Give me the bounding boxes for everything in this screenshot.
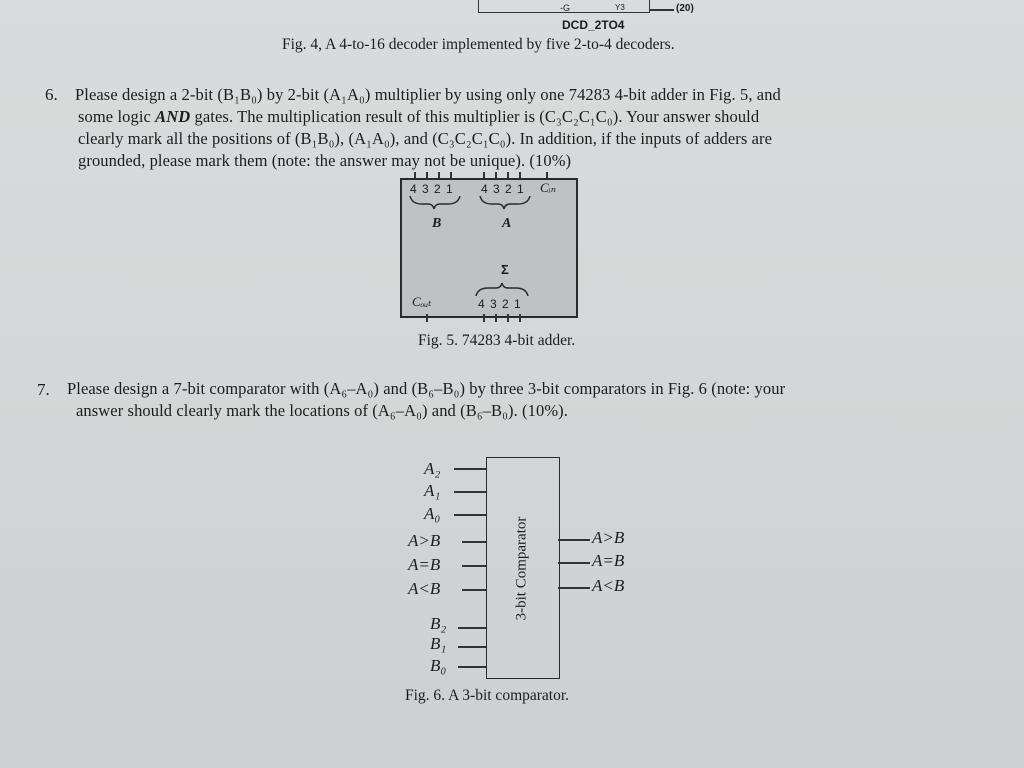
fig6-input-a2: A₂ xyxy=(424,459,441,478)
fig5-sum-pins: 4 3 2 1 xyxy=(478,297,522,311)
fig6-input-b0: B₀ xyxy=(430,656,447,675)
q6-line2-pre: some logic xyxy=(78,107,156,126)
q6-and-keyword: AND xyxy=(155,107,191,126)
fig6-caption: Fig. 6. A 3-bit comparator. xyxy=(405,687,570,704)
fig6-output-altb: A<B xyxy=(592,576,625,595)
q6-number: 6. xyxy=(45,85,58,104)
fig4-label-y3: Y3 xyxy=(615,3,625,12)
fig5-adder xyxy=(400,178,578,318)
fig6-output-agtb: A>B xyxy=(592,528,625,547)
fig6-comparator xyxy=(400,450,660,682)
fig6-input-aeqb: A=B xyxy=(408,555,441,574)
fig4-output-line xyxy=(650,9,674,11)
q7-number: 7. xyxy=(37,380,50,399)
q7-line2: answer should clearly mark the locations of (A₆–A₀) and (B₆–B₀). (10%). xyxy=(76,401,568,420)
fig6-input-b2: B₂ xyxy=(430,614,447,633)
fig6-output-aeqb: A=B xyxy=(592,551,625,570)
fig5-cout: Cₒᵤₜ xyxy=(412,294,432,309)
fig5-cin: Cᵢₙ xyxy=(540,180,556,195)
fig4-label-20: (20) xyxy=(676,3,694,14)
fig6-input-altb: A<B xyxy=(408,579,441,598)
fig6-input-a1: A₁ xyxy=(424,481,441,500)
q6-line3: clearly mark all the positions of (B₁B₀), (A₁A₀), and (C₃C₂C₁C₀). In addition, if the inputs of adders are xyxy=(78,129,773,148)
fig5-b-pins: 4 3 2 1 xyxy=(410,182,454,196)
q6-line2-post: gates. The multiplication result of this multiplier is (C₃C₂C₁C₀). Your answer should xyxy=(190,107,760,126)
fig6-block-label: 3-bit Comparator xyxy=(513,516,530,621)
fig5-a-pins: 4 3 2 1 xyxy=(481,182,525,196)
fig4-block-name: DCD_2TO4 xyxy=(562,18,625,32)
fig5-caption: Fig. 5. 74283 4-bit adder. xyxy=(418,332,576,349)
fig5-a-label: A xyxy=(502,216,512,231)
fig6-input-agtb: A>B xyxy=(408,531,441,550)
fig4-label-g: -G xyxy=(560,3,570,13)
q7-text xyxy=(67,378,967,422)
fig5-b-label: B xyxy=(432,216,442,231)
fig6-input-b1: B₁ xyxy=(430,634,447,653)
q7-line1: Please design a 7-bit comparator with (A₆–A₀) and (B₆–B₀) by three 3-bit comparators in Fig. 6 (note: your xyxy=(67,379,786,398)
q6-line2 xyxy=(75,106,975,128)
fig4-caption: Fig. 4, A 4-to-16 decoder implemented by five 2-to-4 decoders. xyxy=(282,36,675,53)
q6-line1: Please design a 2-bit (B₁B₀) by 2-bit (A₁A₀) multiplier by using only one 74283 4-bit adder in Fig. 5, and xyxy=(75,85,781,104)
q6-line4: grounded, please mark them (note: the answer may not be unique). (10%) xyxy=(78,151,572,170)
fig6-input-a0: A₀ xyxy=(424,504,441,523)
q6-text xyxy=(75,84,975,172)
fig5-sigma: Σ xyxy=(501,262,509,277)
